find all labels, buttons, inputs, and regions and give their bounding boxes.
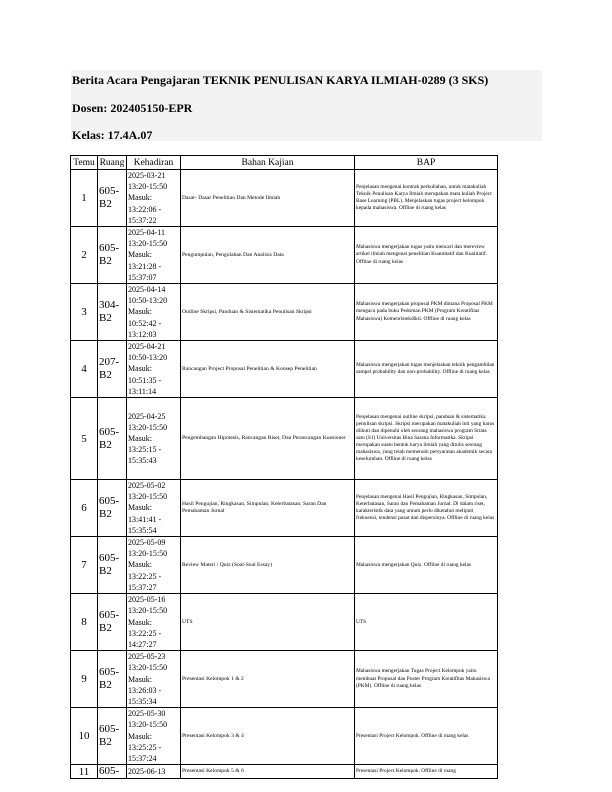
meeting-number: 11 <box>71 765 98 779</box>
attendance-cell <box>127 284 181 341</box>
study-material: Dasar- Dasar Penelitian Dan Metode Ilmiah <box>181 170 355 227</box>
teaching-report: Penjelasan mengenai Hasil Pengujian, Ringkasan, Simpulan, Keterbatasan, Saran dan Pemahaman Jurnal. Di dalam riset, karakteristik data yang umum perlu diketahui meliputi frekuensi, tendensi pusat dan dispersinya. Offline di ruang kelas <box>355 480 498 537</box>
room-cell <box>98 227 127 284</box>
column-header-kehadiran: Kehadiran <box>127 156 181 170</box>
teaching-report: UTS <box>355 594 498 651</box>
meeting-number: 2 <box>71 227 98 284</box>
session-time: 10:50-13:20 <box>128 296 168 306</box>
study-material: Presentasi Kelompok 5 & 6 <box>181 765 355 779</box>
table-row <box>71 708 498 765</box>
attendance-table <box>70 155 498 779</box>
check-in-label: Masuk: <box>128 364 152 374</box>
room-building: B2 <box>99 679 112 692</box>
room-building: B2 <box>99 736 112 749</box>
attendance-cell <box>127 341 181 398</box>
session-date: 2025-04-14 <box>128 285 166 295</box>
check-out-time: 15:35:34 <box>128 696 157 706</box>
room-code: 605- <box>99 495 120 508</box>
table-row <box>71 651 498 708</box>
meeting-number: 6 <box>71 480 98 537</box>
room-code: 605- <box>99 765 120 778</box>
attendance-cell <box>127 594 181 651</box>
check-out-time: 15:37:24 <box>128 753 157 763</box>
study-material: Pengembangan Hipotesis, Rancangan Riset, Dan Perancangan Kuesioner <box>181 398 355 480</box>
check-in-time: 13:22:25 - <box>128 571 162 581</box>
attendance-cell <box>127 651 181 708</box>
room-building: B2 <box>99 198 112 210</box>
room-code: 605- <box>99 723 120 736</box>
teaching-report: Mahasiswa mengerjakan Quiz. Offline di ruang kelas <box>355 537 498 594</box>
check-out-time: 13:11:14 <box>128 386 157 396</box>
study-material: Review Materi / Quiz (Soal-Soal Essay) <box>181 537 355 594</box>
session-date: 2025-04-21 <box>128 342 166 352</box>
room-building: B2 <box>99 508 112 521</box>
check-in-label: Masuk: <box>128 250 152 260</box>
room-cell <box>98 765 127 779</box>
meeting-number: 9 <box>71 651 98 708</box>
study-material: Outline Skripsi, Panduan & Sistematika Penulisan Skripsi <box>181 284 355 341</box>
room-code: 605- <box>99 425 120 438</box>
room-cell <box>98 398 127 480</box>
table-row <box>71 398 498 480</box>
check-in-time: 13:21:28 - <box>128 261 162 271</box>
meeting-number: 3 <box>71 284 98 341</box>
table-row <box>71 594 498 651</box>
study-material: Presentasi Kelompok 3 & 4 <box>181 708 355 765</box>
room-code: 605- <box>99 552 120 565</box>
session-time: 13:20-15:50 <box>128 606 168 616</box>
session-date: 2025-05-23 <box>128 652 166 662</box>
column-header-ruang: Ruang <box>98 156 127 170</box>
check-in-time: 13:25:15 - <box>128 445 162 455</box>
attendance-cell <box>127 398 181 480</box>
report-title: Berita Acara Pengajaran TEKNIK PENULISAN KARYA ILMIAH-0289 (3 SKS) <box>72 73 489 87</box>
session-time: 13:20-15:50 <box>128 492 168 502</box>
room-cell <box>98 480 127 537</box>
check-in-time: 13:22:25 - <box>128 628 162 638</box>
room-code: 605- <box>99 666 120 679</box>
meeting-number: 8 <box>71 594 98 651</box>
check-in-label: Masuk: <box>128 674 152 684</box>
attendance-cell <box>127 765 181 779</box>
check-in-time: 13:41:41 - <box>128 514 162 524</box>
room-cell <box>98 537 127 594</box>
room-building: B2 <box>99 312 112 325</box>
column-header-bap: BAP <box>355 156 498 170</box>
room-building: B2 <box>99 369 112 382</box>
study-material: Pengumpulan, Pengolahan Dan Analisis Data <box>181 227 355 284</box>
table-row <box>71 170 498 227</box>
meeting-number: 5 <box>71 398 98 480</box>
teaching-report: Presentasi Project Kelompok. Offline di ruang kelas <box>355 708 498 765</box>
study-material: Hasil Pengujian, Ringkasan, Simpulan, Keterbatasan, Saran Dan Pemahaman Jurnal <box>181 480 355 537</box>
check-in-label: Masuk: <box>128 307 152 317</box>
room-building: B2 <box>99 438 112 451</box>
column-header-bahan-kajian: Bahan Kajian <box>181 156 355 170</box>
check-out-time: 14:27:27 <box>128 639 157 649</box>
room-code: 605- <box>99 242 120 255</box>
check-in-label: Masuk: <box>128 617 152 627</box>
column-header-temu: Temu <box>71 156 98 170</box>
attendance-cell <box>127 480 181 537</box>
room-cell <box>98 284 127 341</box>
study-material: Presentasi Kelompok 1 & 2 <box>181 651 355 708</box>
lecturer-id: Dosen: 202405150-EPR <box>72 101 193 115</box>
teaching-report: Presentasi Project Kelompok. Offline di ruang <box>355 765 498 779</box>
table-row <box>71 227 498 284</box>
session-date: 2025-06-13 <box>128 767 166 777</box>
check-out-time: 15:37:27 <box>128 582 157 592</box>
check-in-time: 10:51:35 - <box>128 375 162 385</box>
class-code: Kelas: 17.4A.07 <box>72 128 153 142</box>
attendance-cell <box>127 537 181 594</box>
session-date: 2025-04-11 <box>128 228 166 238</box>
room-cell <box>98 594 127 651</box>
check-out-time: 13:12:03 <box>128 329 157 339</box>
meeting-number: 7 <box>71 537 98 594</box>
check-out-time: 15:37:22 <box>128 215 157 225</box>
check-out-time: 15:37:07 <box>128 272 157 282</box>
meeting-number: 1 <box>71 170 98 227</box>
session-date: 2025-05-16 <box>128 595 166 605</box>
check-in-label: Masuk: <box>128 433 152 443</box>
study-material: Rancangan Project Proposal Penelitian & Konsep Penelitian <box>181 341 355 398</box>
session-date: 2025-05-02 <box>128 481 166 491</box>
table-row <box>71 480 498 537</box>
room-code: 605- <box>99 185 120 197</box>
teaching-report: Penjelasan mengenai kontrak perkuliahan, untuk matakuliah Teknik Penulisan Karya Ilmiah merupakan mata kuliah Project Base Learning (PBL). Menjelaskan tugas project kelompok kepada mahasiswa. Offline di ruang kelas <box>355 170 498 227</box>
session-time: 10:50-13:20 <box>128 353 168 363</box>
check-in-time: 10:52:42 - <box>128 318 162 328</box>
room-cell <box>98 341 127 398</box>
attendance-cell <box>127 170 181 227</box>
table-row <box>71 284 498 341</box>
teaching-report: Penjelasan mengenai outline skripsi, panduan & sistematika penulisan skripsi. Skripsi merupakan matakuliah inti yang harus diikuti dan dipenuhi oleh seorang mahasiswa program Strata satu (S1) Universitas Bina Sarana Informatika. Skripsi merupakan suatu bentuk karya ilmiah yang ditulis seorang mahasiswa, yang telah memenuhi persyaratan akademik secara keseluruhan. Offline di ruang kelas <box>355 398 498 480</box>
session-time: 13:20-15:50 <box>128 182 168 192</box>
teaching-report: Mahasiswa mengerjakan proposal PKM dimana Proposal PKM mengacu pada buku Pedoman PKM (Program Kreatifitas Mahasiswa) Kemenristekdikti. Offline di ruang kelas <box>355 284 498 341</box>
room-cell <box>98 708 127 765</box>
room-code: 207- <box>99 356 120 369</box>
check-in-time: 13:22:06 - <box>128 204 162 214</box>
teaching-report: Mahasiswa mengerjakan tugas menjelaskan teknik pengambilan sampel probability dan non-probability. Offline di ruang kelas <box>355 341 498 398</box>
check-in-time: 13:26:03 - <box>128 685 162 695</box>
session-date: 2025-05-09 <box>128 538 166 548</box>
session-date: 2025-03-21 <box>128 171 166 180</box>
check-out-time: 15:35:43 <box>128 456 157 466</box>
study-material: UTS <box>181 594 355 651</box>
session-time: 13:20-15:50 <box>128 549 168 559</box>
session-time: 13:20-15:50 <box>128 663 168 673</box>
check-in-label: Masuk: <box>128 193 152 203</box>
session-time: 13:20-15:50 <box>128 239 168 249</box>
room-cell <box>98 170 127 227</box>
check-in-label: Masuk: <box>128 503 152 513</box>
attendance-cell <box>127 227 181 284</box>
meeting-number: 4 <box>71 341 98 398</box>
room-code: 304- <box>99 299 120 312</box>
session-time: 13:20-15:50 <box>128 720 168 730</box>
room-building: B2 <box>99 565 112 578</box>
teaching-report: Mahasiswa mengerjakan Tugas Project Kelompok yaitu membuat Proposal dan Poster Program Kreatifitas Mahasiswa (PKM). Offline di ruang kelas <box>355 651 498 708</box>
check-in-label: Masuk: <box>128 731 152 741</box>
check-in-time: 13:25:25 - <box>128 742 162 752</box>
table-header-row <box>71 156 498 170</box>
meeting-number: 10 <box>71 708 98 765</box>
table-row <box>71 341 498 398</box>
check-in-label: Masuk: <box>128 560 152 570</box>
session-time: 13:20-15:50 <box>128 422 168 432</box>
report-header <box>71 70 542 141</box>
teaching-report: Mahasiswa mengerjakan tugas yaitu mencari dan mereview artikel ilmiah mengenai penelitian Kuantitatif dan Kualitatif. Offline di ruang kelas <box>355 227 498 284</box>
table-row <box>71 765 498 779</box>
table-row <box>71 537 498 594</box>
room-cell <box>98 651 127 708</box>
session-date: 2025-05-30 <box>128 709 166 719</box>
attendance-cell <box>127 708 181 765</box>
session-date: 2025-04-25 <box>128 411 166 421</box>
room-code: 605- <box>99 609 120 622</box>
room-building: B2 <box>99 255 112 268</box>
room-building: B2 <box>99 622 112 635</box>
check-out-time: 15:35:54 <box>128 525 157 535</box>
